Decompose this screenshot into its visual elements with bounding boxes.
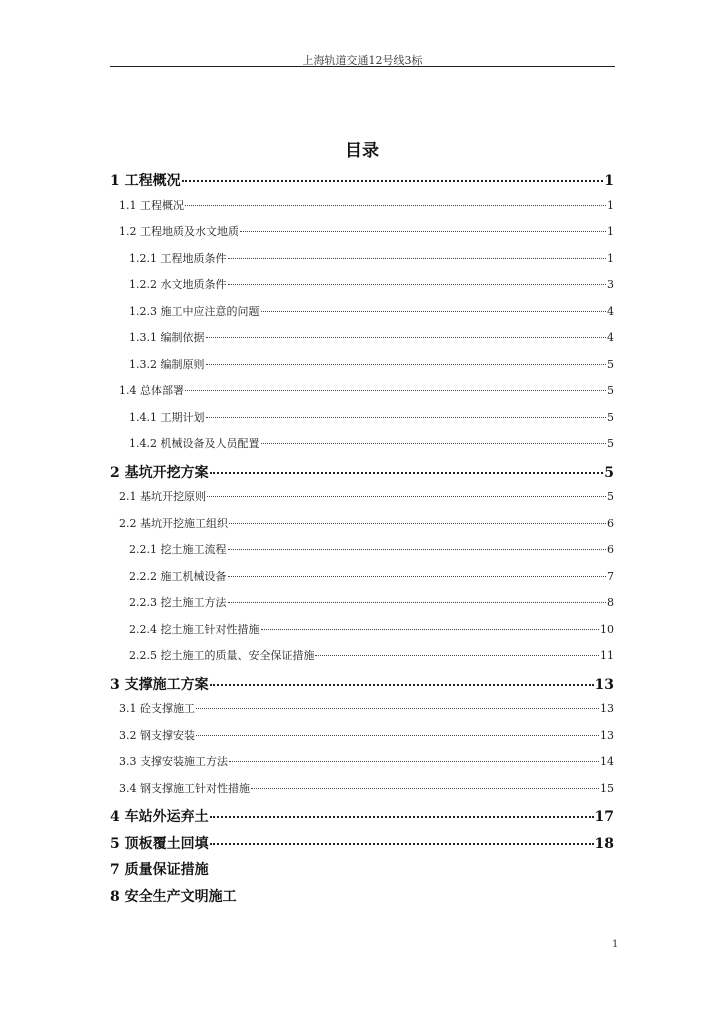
toc-entry[interactable] (110, 806, 614, 826)
toc-leader-dots (251, 787, 599, 789)
toc-entry-label: 1 工程概况 (110, 173, 181, 189)
toc-entry-label: 1.2.2 水文地质条件 (129, 278, 227, 291)
toc-entry-label: 5 顶板覆土回填 (110, 835, 209, 852)
toc-leader-dots (206, 416, 607, 418)
toc-entry[interactable] (129, 409, 614, 425)
toc-entry-label: 2.2.1 挖土施工流程 (129, 543, 227, 556)
toc-entry-label: 1.2.3 施工中应注意的问题 (129, 304, 260, 318)
toc-entry[interactable] (129, 621, 614, 637)
toc-entry[interactable] (119, 197, 614, 213)
toc-entry[interactable] (110, 462, 614, 482)
toc-entry-page: 5 (607, 357, 614, 371)
toc-entry-label: 4 车站外运弃土 (110, 809, 209, 825)
toc-entry-label: 3.4 钢支撑施工针对性措施 (119, 781, 250, 795)
toc-leader-dots (229, 522, 606, 524)
toc-entry[interactable] (119, 515, 614, 531)
toc-entry[interactable] (110, 674, 614, 694)
toc-leader-dots (210, 471, 604, 474)
toc-entry-page: 11 (600, 649, 614, 662)
toc-entry[interactable] (119, 753, 614, 769)
toc-entry-label: 1.1 工程概况 (119, 198, 184, 212)
toc-entry-page: 6 (607, 543, 614, 556)
toc-entry-page: 1 (604, 173, 614, 189)
toc-leader-dots (210, 815, 594, 818)
toc-leader-dots (182, 179, 604, 182)
toc-leader-dots (229, 760, 599, 762)
toc-leader-dots (228, 601, 607, 603)
toc-entry[interactable] (119, 700, 614, 716)
page-number: 1 (612, 939, 619, 950)
toc-leader-dots (228, 257, 607, 259)
toc-entry-page: 7 (607, 569, 614, 583)
toc-entry[interactable] (129, 303, 614, 319)
toc-entry[interactable] (129, 647, 614, 663)
toc-entry-label: 3.1 砼支撑施工 (119, 702, 195, 715)
toc-entry[interactable] (110, 170, 614, 190)
toc-entry-page: 5 (607, 490, 614, 503)
toc-entry-page: 5 (607, 384, 614, 397)
toc-leader-dots (185, 204, 606, 206)
toc-leader-dots (228, 575, 607, 577)
toc-entry-page: 17 (594, 809, 614, 825)
toc-entry-page: 3 (607, 278, 614, 291)
toc-entry-page: 15 (600, 781, 614, 795)
toc-entry-page: 5 (607, 437, 614, 450)
toc-entry[interactable] (129, 541, 614, 557)
toc-leader-dots (228, 548, 607, 550)
toc-entry-page: 14 (600, 755, 614, 768)
toc-entry-label: 2 基坑开挖方案 (110, 464, 209, 481)
toc-entry-label: 3.3 支撑安装施工方法 (119, 755, 228, 768)
toc-entry[interactable] (129, 435, 614, 451)
toc-entry-label: 2.2.2 施工机械设备 (129, 569, 227, 583)
toc-leader-dots (196, 707, 599, 709)
toc-entry[interactable] (129, 329, 614, 345)
toc-entry-page: 5 (607, 410, 614, 424)
toc-entry[interactable] (129, 568, 614, 584)
toc-entry-page: 10 (600, 622, 614, 636)
toc-entry[interactable] (129, 594, 614, 610)
toc-entry[interactable] (110, 833, 614, 853)
toc-entry[interactable] (119, 488, 614, 504)
toc-entry-label: 2.2 基坑开挖施工组织 (119, 516, 228, 530)
toc-entry-label: 3 支撑施工方案 (110, 676, 209, 693)
toc-leader-dots (261, 442, 607, 444)
toc-heading: 7 质量保证措施 (110, 862, 209, 878)
toc-entry-page: 1 (607, 225, 614, 238)
toc-leader-dots (196, 734, 599, 736)
toc-entry[interactable] (129, 356, 614, 372)
toc-entry-label: 2.2.5 挖土施工的质量、安全保证措施 (129, 649, 315, 662)
toc-entry-page: 4 (607, 304, 614, 318)
toc-entry[interactable] (119, 223, 614, 239)
toc-entry-label: 1.3.1 编制依据 (129, 331, 205, 344)
toc-entry-label: 2.2.4 挖土施工针对性措施 (129, 622, 260, 636)
toc-entry-page: 1 (607, 198, 614, 212)
toc-entry-label: 3.2 钢支撑安装 (119, 728, 195, 742)
toc-entry[interactable] (129, 276, 614, 292)
toc-entry[interactable] (119, 727, 614, 743)
toc-heading: 8 安全生产文明施工 (110, 888, 237, 905)
toc-entry-label: 1.2.1 工程地质条件 (129, 251, 227, 265)
toc-leader-dots (185, 389, 606, 391)
toc-leader-dots (228, 283, 607, 285)
toc-leader-dots (261, 628, 600, 630)
toc-entry-page: 6 (607, 516, 614, 530)
toc-entry-label: 1.4.1 工期计划 (129, 410, 205, 424)
toc-entry-page: 18 (594, 835, 614, 852)
toc-leader-dots (210, 683, 594, 686)
header-text: 上海轨道交通12号线3标 (302, 54, 423, 67)
toc-entry-label: 2.2.3 挖土施工方法 (129, 596, 227, 609)
toc-entry-page: 13 (600, 728, 614, 742)
toc-entry[interactable] (129, 250, 614, 266)
toc-entry-label: 1.2 工程地质及水文地质 (119, 225, 239, 238)
toc-entry-label: 1.4.2 机械设备及人员配置 (129, 437, 260, 450)
toc-entry-label: 2.1 基坑开挖原则 (119, 490, 206, 503)
toc-leader-dots (207, 495, 606, 497)
toc-entry[interactable] (119, 382, 614, 398)
toc-entry-page: 13 (594, 676, 614, 693)
toc-entry-page: 4 (607, 331, 614, 344)
toc-leader-dots (206, 336, 607, 338)
toc-leader-dots (315, 654, 599, 656)
toc-leader-dots (206, 363, 607, 365)
toc-entry-page: 5 (604, 464, 614, 481)
toc-entry-label: 1.4 总体部署 (119, 384, 184, 397)
toc-entry-page: 8 (607, 596, 614, 609)
toc-entry-page: 1 (607, 251, 614, 265)
toc-entry-page: 13 (600, 702, 614, 715)
toc-leader-dots (240, 230, 606, 232)
page-title: 目录 (345, 141, 379, 161)
toc-entry[interactable] (119, 780, 614, 796)
toc-leader-dots (210, 842, 594, 845)
toc-leader-dots (261, 310, 607, 312)
toc-entry-label: 1.3.2 编制原则 (129, 357, 205, 371)
